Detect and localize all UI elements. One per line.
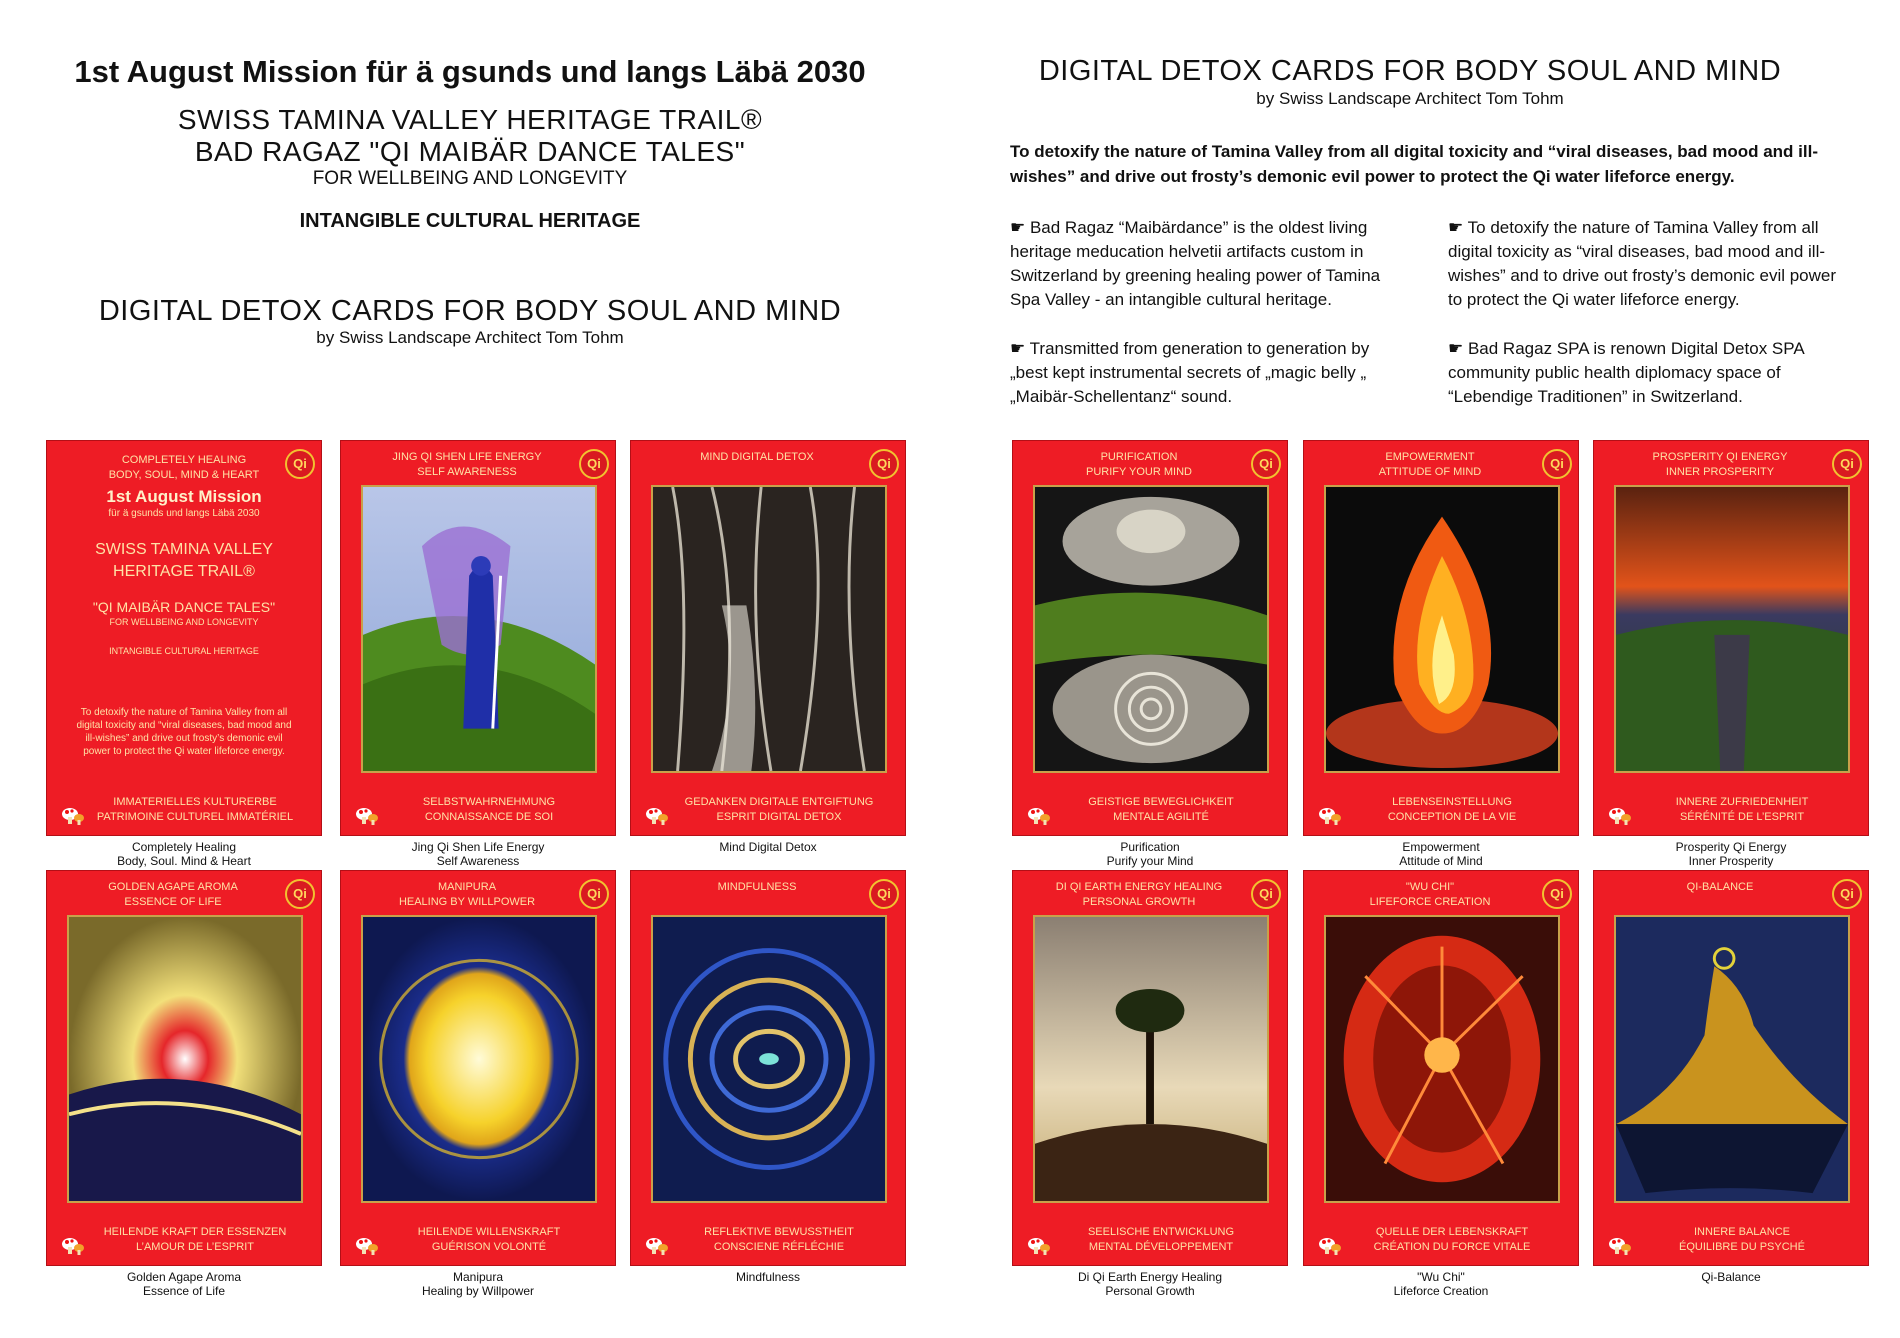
card-footer-line: CONNAISSANCE DE SOI bbox=[424, 811, 554, 823]
col1-paragraph: ☛ Bad Ragaz “Maibärdance” is the oldest living heritage meducation helvetii artifacts custom in Switzerland by greening healing power of Tamina Spa Valley - an intangible cultural heritage. bbox=[1010, 218, 1381, 310]
card-header-line: JING QI SHEN LIFE ENERGY bbox=[392, 451, 542, 463]
card-header bbox=[1324, 450, 1536, 480]
left-mission-title: 1st August Mission für ä gsunds und langs Läbä 2030 bbox=[74, 54, 866, 89]
card-caption bbox=[1012, 840, 1288, 868]
card-footer-line: MENTAL DÉVELOPPEMENT bbox=[1088, 1241, 1234, 1253]
right-intro: To detoxify the nature of Tamina Valley from all digital toxicity and “viral diseases, bad mood and ill-wishes” and drive out frosty’s demonic evil power to protect the Qi water lifeforce energy. bbox=[1010, 142, 1818, 186]
card-footer-line: GEISTIGE BEWEGLICHKEIT bbox=[1088, 796, 1234, 808]
caption-line: Mind Digital Detox bbox=[719, 840, 817, 854]
mushroom-icon bbox=[61, 1237, 85, 1255]
left-heritage: INTANGIBLE CULTURAL HERITAGE bbox=[299, 210, 641, 232]
mushroom-icon bbox=[1608, 807, 1632, 825]
qi-logo-icon: Qi bbox=[1251, 879, 1281, 909]
caption-line: Purify your Mind bbox=[1106, 854, 1194, 868]
detox-card bbox=[630, 870, 906, 1266]
title-card-trail: SWISS TAMINA VALLEY bbox=[95, 541, 273, 558]
right-column-2 bbox=[1448, 216, 1848, 433]
card-header-line: MANIPURA bbox=[437, 881, 497, 893]
card-footer-line: INNERE BALANCE bbox=[1694, 1226, 1790, 1238]
card-header-line: PURIFICATION bbox=[1100, 451, 1178, 463]
mushroom-icon bbox=[1027, 807, 1051, 825]
detox-card bbox=[340, 870, 616, 1266]
card-caption bbox=[1593, 1270, 1869, 1284]
card-footer-line: LEBENSEINSTELLUNG bbox=[1392, 796, 1512, 808]
card-header-line: MINDFULNESS bbox=[717, 881, 797, 893]
caption-line: Mindfulness bbox=[735, 1270, 801, 1284]
card-footer-line: CONCEPTION DE LA VIE bbox=[1387, 811, 1517, 823]
title-card-mission-sub: für ä gsunds und langs Läbä 2030 bbox=[108, 508, 260, 519]
card-footer bbox=[1055, 1225, 1267, 1255]
title-card-header: COMPLETELY HEALING bbox=[121, 454, 247, 466]
card-artwork bbox=[1614, 485, 1850, 773]
card-caption bbox=[1303, 840, 1579, 868]
caption-line: Jing Qi Shen Life Energy bbox=[411, 840, 545, 854]
qi-logo-icon: Qi bbox=[869, 449, 899, 479]
card-artwork bbox=[1324, 485, 1560, 773]
card-footer-line: CONSCIENE RÉFLÉCHIE bbox=[713, 1241, 845, 1253]
detox-card bbox=[1012, 440, 1288, 836]
card-header-line: "WU CHI" bbox=[1405, 881, 1455, 893]
detox-card bbox=[1012, 870, 1288, 1266]
card-header-line: EMPOWERMENT bbox=[1385, 451, 1475, 463]
card-header-line: QI-BALANCE bbox=[1686, 881, 1754, 893]
card-header-line: SELF AWARENESS bbox=[417, 466, 517, 478]
qi-logo-icon: Qi bbox=[1542, 449, 1572, 479]
card-caption bbox=[630, 840, 906, 854]
mushroom-icon bbox=[61, 807, 85, 825]
qi-logo-icon: Qi bbox=[1542, 879, 1572, 909]
card-caption bbox=[1303, 1270, 1579, 1298]
detox-card bbox=[1593, 870, 1869, 1266]
card-caption bbox=[340, 1270, 616, 1298]
mushroom-icon bbox=[1318, 1237, 1342, 1255]
card-header bbox=[1033, 880, 1245, 910]
caption-line: Body, Soul. Mind & Heart bbox=[117, 854, 251, 868]
card-footer-line: GUÉRISON VOLONTÉ bbox=[431, 1241, 547, 1253]
card-footer-line: CRÉATION DU FORCE VITALE bbox=[1373, 1241, 1531, 1253]
mushroom-icon bbox=[355, 1237, 379, 1255]
caption-line: Essence of Life bbox=[142, 1284, 226, 1298]
card-footer bbox=[89, 1225, 301, 1255]
qi-logo-icon: Qi bbox=[285, 879, 315, 909]
left-byline: by Swiss Landscape Architect Tom Tohm bbox=[316, 328, 624, 347]
left-trail-title: SWISS TAMINA VALLEY HERITAGE TRAIL® bbox=[177, 104, 763, 135]
card-artwork bbox=[361, 485, 597, 773]
card-header-line: PURIFY YOUR MIND bbox=[1086, 466, 1192, 478]
card-header-line: LIFEFORCE CREATION bbox=[1369, 896, 1491, 908]
card-caption bbox=[46, 840, 322, 868]
mushroom-icon bbox=[1608, 1237, 1632, 1255]
detox-card bbox=[46, 870, 322, 1266]
title-card-header: BODY, SOUL, MIND & HEART bbox=[108, 469, 260, 481]
card-artwork bbox=[651, 485, 887, 773]
right-byline: by Swiss Landscape Architect Tom Tohm bbox=[1256, 89, 1564, 108]
card-caption bbox=[1593, 840, 1869, 868]
card-header-line: PERSONAL GROWTH bbox=[1082, 896, 1196, 908]
caption-line: Lifeforce Creation bbox=[1393, 1284, 1489, 1298]
caption-line: Purification bbox=[1120, 840, 1180, 854]
card-header bbox=[361, 880, 573, 910]
title-card-trail: HERITAGE TRAIL® bbox=[113, 563, 255, 580]
card-artwork bbox=[67, 915, 303, 1203]
card-footer bbox=[1636, 795, 1848, 825]
mushroom-icon bbox=[645, 807, 669, 825]
card-header-line: INNER PROSPERITY bbox=[1665, 466, 1775, 478]
caption-line: Prosperity Qi Energy bbox=[1675, 840, 1787, 854]
col2-paragraph: ☛ To detoxify the nature of Tamina Valley from all digital toxicity as “viral diseases, bad mood and ill-wishes” and to drive out frosty’s demonic evil power to protect the Qi water lifeforce energy. bbox=[1448, 218, 1837, 310]
caption-line: Healing by Willpower bbox=[421, 1284, 535, 1298]
card-artwork bbox=[1324, 915, 1560, 1203]
mushroom-icon bbox=[1318, 807, 1342, 825]
card-caption bbox=[1012, 1270, 1288, 1298]
card-caption bbox=[340, 840, 616, 868]
card-footer bbox=[383, 1225, 595, 1255]
title-card bbox=[46, 440, 322, 836]
card-footer bbox=[383, 795, 595, 825]
card-header bbox=[1033, 450, 1245, 480]
caption-line: Di Qi Earth Energy Healing bbox=[1077, 1270, 1223, 1284]
qi-logo-icon: Qi bbox=[579, 449, 609, 479]
card-footer-line: HEILENDE KRAFT DER ESSENZEN bbox=[103, 1226, 287, 1238]
card-footer-line: INNERE ZUFRIEDENHEIT bbox=[1675, 796, 1809, 808]
card-footer-line: GEDANKEN DIGITALE ENTGIFTUNG bbox=[684, 796, 874, 808]
card-header-line: HEALING BY WILLPOWER bbox=[398, 896, 536, 908]
card-footer-line: REFLEKTIVE BEWUSSTHEIT bbox=[704, 1226, 854, 1238]
title-card-tales: "QI MAIBÄR DANCE TALES" bbox=[92, 599, 276, 615]
qi-logo-icon: Qi bbox=[1251, 449, 1281, 479]
mushroom-icon bbox=[355, 807, 379, 825]
card-artwork bbox=[361, 915, 597, 1203]
right-detox-title: DIGITAL DETOX CARDS FOR BODY SOUL AND MIND bbox=[1038, 55, 1782, 87]
card-header bbox=[1614, 450, 1826, 480]
card-header bbox=[651, 450, 863, 465]
caption-line: Manipura bbox=[452, 1270, 504, 1284]
left-wellbeing: FOR WELLBEING AND LONGEVITY bbox=[312, 168, 628, 189]
card-artwork bbox=[1033, 485, 1269, 773]
title-card-heritage: INTANGIBLE CULTURAL HERITAGE bbox=[109, 646, 259, 656]
card-header-line: PROSPERITY QI ENERGY bbox=[1652, 451, 1788, 463]
card-header-line: GOLDEN AGAPE AROMA bbox=[108, 881, 238, 893]
mushroom-icon bbox=[645, 1237, 669, 1255]
card-header bbox=[651, 880, 863, 895]
caption-line: Qi-Balance bbox=[1701, 1270, 1761, 1284]
detox-card bbox=[1593, 440, 1869, 836]
card-footer bbox=[673, 795, 885, 825]
caption-line: Golden Agape Aroma bbox=[126, 1270, 242, 1284]
card-header bbox=[361, 450, 573, 480]
col1-paragraph: ☛ Transmitted from generation to generation by „best kept instrumental secrets of „magic belly „ „Maibär-Schellentanz“ sound. bbox=[1010, 338, 1370, 406]
left-tales-title: BAD RAGAZ "QI MAIBÄR DANCE TALES" bbox=[194, 136, 746, 167]
title-card-footer: PATRIMOINE CULTUREL IMMATÉRIEL bbox=[96, 811, 294, 823]
card-footer-line: QUELLE DER LEBENSKRAFT bbox=[1375, 1226, 1529, 1238]
qi-logo-icon: Qi bbox=[579, 879, 609, 909]
card-caption bbox=[46, 1270, 322, 1298]
card-artwork bbox=[651, 915, 887, 1203]
mushroom-icon bbox=[1027, 1237, 1051, 1255]
card-header bbox=[1324, 880, 1536, 910]
left-detox-title: DIGITAL DETOX CARDS FOR BODY SOUL AND MIND bbox=[98, 295, 842, 327]
card-footer bbox=[1636, 1225, 1848, 1255]
card-header-line: ESSENCE OF LIFE bbox=[124, 896, 222, 908]
card-footer bbox=[673, 1225, 885, 1255]
card-footer bbox=[1055, 795, 1267, 825]
card-artwork bbox=[1033, 915, 1269, 1203]
card-footer-line: ÉQUILIBRE DU PSYCHÉ bbox=[1679, 1241, 1805, 1253]
card-header-line: DI QI EARTH ENERGY HEALING bbox=[1055, 881, 1223, 893]
caption-line: Personal Growth bbox=[1105, 1284, 1195, 1298]
card-footer-line: ESPRIT DIGITAL DETOX bbox=[716, 811, 842, 823]
right-column-1 bbox=[1010, 216, 1405, 433]
detox-card bbox=[340, 440, 616, 836]
col2-paragraph: ☛ Bad Ragaz SPA is renown Digital Detox SPA community public health diplomacy space of “Lebendige Traditionen” in Switzerland. bbox=[1448, 338, 1804, 406]
card-header-line: MIND DIGITAL DETOX bbox=[700, 451, 814, 463]
detox-card bbox=[630, 440, 906, 836]
card-footer-line: HEILENDE WILLENSKRAFT bbox=[417, 1226, 561, 1238]
card-artwork bbox=[1614, 915, 1850, 1203]
card-footer-line: SEELISCHE ENTWICKLUNG bbox=[1087, 1226, 1235, 1238]
caption-line: Self Awareness bbox=[436, 854, 520, 868]
detox-card bbox=[1303, 440, 1579, 836]
card-footer-line: SÉRÉNITÉ DE L’ESPRIT bbox=[1679, 811, 1805, 823]
qi-logo-icon: Qi bbox=[1832, 449, 1862, 479]
card-header bbox=[67, 880, 279, 910]
caption-line: "Wu Chi" bbox=[1417, 1270, 1465, 1284]
caption-line: Inner Prosperity bbox=[1688, 854, 1774, 868]
title-card-wellbeing: FOR WELLBEING AND LONGEVITY bbox=[109, 617, 259, 627]
card-footer-line: MENTALE AGILITÉ bbox=[1113, 811, 1209, 823]
card-footer bbox=[1346, 1225, 1558, 1255]
card-header bbox=[1614, 880, 1826, 895]
qi-logo-icon: Qi bbox=[869, 879, 899, 909]
title-card-footer: IMMATERIELLES KULTURERBE bbox=[113, 796, 277, 808]
detox-card bbox=[1303, 870, 1579, 1266]
qi-logo-icon: Qi bbox=[285, 449, 315, 479]
qi-logo-icon: Qi bbox=[1832, 879, 1862, 909]
caption-line: Completely Healing bbox=[131, 840, 237, 854]
card-footer bbox=[1346, 795, 1558, 825]
card-footer-line: L’AMOUR DE L’ESPRIT bbox=[136, 1241, 254, 1253]
title-card-mission: 1st August Mission bbox=[106, 487, 262, 506]
caption-line: Attitude of Mind bbox=[1399, 854, 1483, 868]
title-card-detox: To detoxify the nature of Tamina Valley from all digital toxicity and “viral diseases, bad mood and ill-wishes” and drive out frosty’s demonic evil power to protect the Qi water lifeforce energy. bbox=[76, 707, 292, 757]
caption-line: Empowerment bbox=[1402, 840, 1480, 854]
card-header-line: ATTITUDE OF MIND bbox=[1378, 466, 1482, 478]
card-footer-line: SELBSTWAHRNEHMUNG bbox=[422, 796, 556, 808]
card-caption bbox=[630, 1270, 906, 1284]
